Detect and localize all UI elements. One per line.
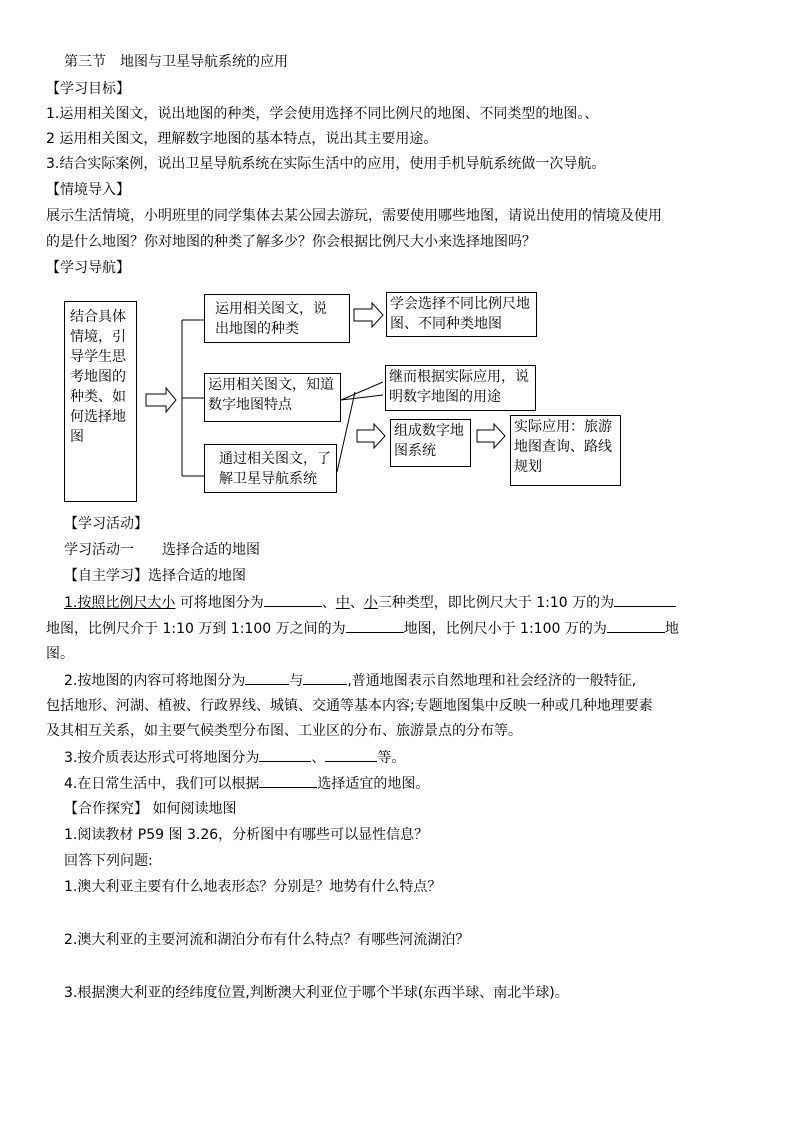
fill-blank[interactable] xyxy=(259,747,311,762)
q2-c: ,普通地图表示自然地理和社会经济的一般特征, xyxy=(347,673,637,689)
activity-1-title: 学习活动一 选择合适的地图 xyxy=(64,542,260,558)
branch-box-map-types: 运用相关图文，说出地图的种类 xyxy=(204,294,350,343)
branch-box-digital-map: 运用相关图文，知道数字地图特点 xyxy=(204,373,341,422)
q3-b: 、 xyxy=(311,750,326,766)
goal-item-2: 2 运用相关图文，理解数字地图的基本特点，说出其主要用途。 xyxy=(46,131,438,147)
question-1-line-2 xyxy=(46,618,679,639)
q1-part-b: 可将地图分为 xyxy=(179,595,264,611)
q1-line2-a: 地图，比例尺介于 1:10 万到 1:100 万之间的为 xyxy=(46,621,346,637)
q1-sep: 、 xyxy=(349,595,364,611)
result-box-applications: 实际应用：旅游地图查询、路线规划 xyxy=(510,415,621,486)
q4-b: 选择适宜的地图。 xyxy=(317,776,430,792)
q1-line2-b: 地图，比例尺小于 1:100 万的为 xyxy=(403,621,607,637)
question-4 xyxy=(64,773,429,794)
q1-part-e: 三种类型，即比例尺大于 1:10 万的为 xyxy=(377,595,615,611)
hollow-arrow-icon xyxy=(477,424,505,448)
result-box-digital-use: 继而根据实际应用，说明数字地图的用途 xyxy=(385,365,536,411)
q4-a: 4.在日常生活中，我们可以根据 xyxy=(64,776,260,792)
self-study-heading: 【自主学习】选择合适的地图 xyxy=(64,568,246,584)
question-1-line-1 xyxy=(64,592,676,613)
question-2-line-2: 包括地形、河湖、植被、行政界线、城镇、交通等基本内容;专题地图集中反映一种或几种地理要素 xyxy=(46,698,653,714)
q3-c: 等。 xyxy=(377,750,406,766)
intro-line-2: 的是什么地图？你对地图的种类了解多少？你会根据比例尺大小来选择地图吗？ xyxy=(46,234,536,250)
nav-heading: 【学习导航】 xyxy=(46,260,130,276)
question-2-line-3: 及其相互关系，如主要气候类型分布图、工业区的分布、旅游景点的分布等。 xyxy=(46,723,522,739)
q1-sep: 、 xyxy=(321,595,336,611)
hollow-arrow-icon xyxy=(357,424,385,448)
q1-mid: 中 xyxy=(335,595,350,611)
goal-item-3: 3.结合实际案例，说出卫星导航系统在实际生活中的应用，使用手机导航系统做一次导航。 xyxy=(46,156,606,172)
activities-heading: 【学习活动】 xyxy=(64,516,148,532)
main-guide-box: 结合具体情境，引导学生思考地图的种类、如何选择地图 xyxy=(64,301,137,502)
sub-question-2: 2.澳大利亚的主要河流和湖泊分布有什么特点？有哪些河流湖泊？ xyxy=(64,932,470,948)
page-title: 第三节 地图与卫星导航系统的应用 xyxy=(64,54,288,70)
fill-blank[interactable] xyxy=(607,618,665,633)
q1-line2-c: 地 xyxy=(664,621,679,637)
fill-blank[interactable] xyxy=(264,592,322,607)
result-box-digital-system: 组成数字地图系统 xyxy=(390,419,471,467)
fill-blank[interactable] xyxy=(245,670,289,685)
branch-box-satellite-nav: 通过相关图文，了解卫星导航系统 xyxy=(204,444,337,493)
question-3 xyxy=(64,747,405,768)
fill-blank[interactable] xyxy=(259,773,317,788)
answer-prompt: 回答下列问题: xyxy=(64,853,153,869)
goals-heading: 【学习目标】 xyxy=(46,81,130,97)
intro-heading: 【情境导入】 xyxy=(46,182,130,198)
fill-blank[interactable] xyxy=(303,670,347,685)
coop-question: 1.阅读教材 P59 图 3.26，分析图中有哪些可以显性信息？ xyxy=(64,827,429,843)
question-2-line-1 xyxy=(64,670,636,691)
q3-a: 3.按介质表达形式可将地图分为 xyxy=(64,750,260,766)
hollow-arrow-icon xyxy=(146,388,176,412)
q2-a: 2.按地图的内容可将地图分为 xyxy=(64,673,246,689)
hollow-arrow-icon xyxy=(354,303,383,327)
result-box-choose-scale: 学会选择不同比例尺地图、不同种类地图 xyxy=(386,292,537,337)
fill-blank[interactable] xyxy=(325,747,377,762)
q2-b: 与 xyxy=(289,673,304,689)
coop-heading: 【合作探究】 如何阅读地图 xyxy=(64,801,237,817)
sub-question-1: 1.澳大利亚主要有什么地表形态？分别是？地势有什么特点？ xyxy=(64,879,442,895)
goal-item-1: 1.运用相关图文，说出地图的种类，学会使用选择不同比例尺的地图、不同类型的地图。、 xyxy=(46,106,599,122)
q1-small: 小 xyxy=(363,595,378,611)
q1-part-a: 1.按照比例尺大小 xyxy=(64,595,176,611)
question-1-line-3: 图。 xyxy=(46,646,74,662)
sub-question-3: 3.根据澳大利亚的经纬度位置,判断澳大利亚位于哪个半球(东西半球、南北半球)。 xyxy=(64,985,569,1001)
intro-line-1: 展示生活情境，小明班里的同学集体去某公园去游玩，需要使用哪些地图，请说出使用的情境及使用 xyxy=(46,208,662,224)
fill-blank[interactable] xyxy=(614,592,676,607)
fill-blank[interactable] xyxy=(346,618,404,633)
